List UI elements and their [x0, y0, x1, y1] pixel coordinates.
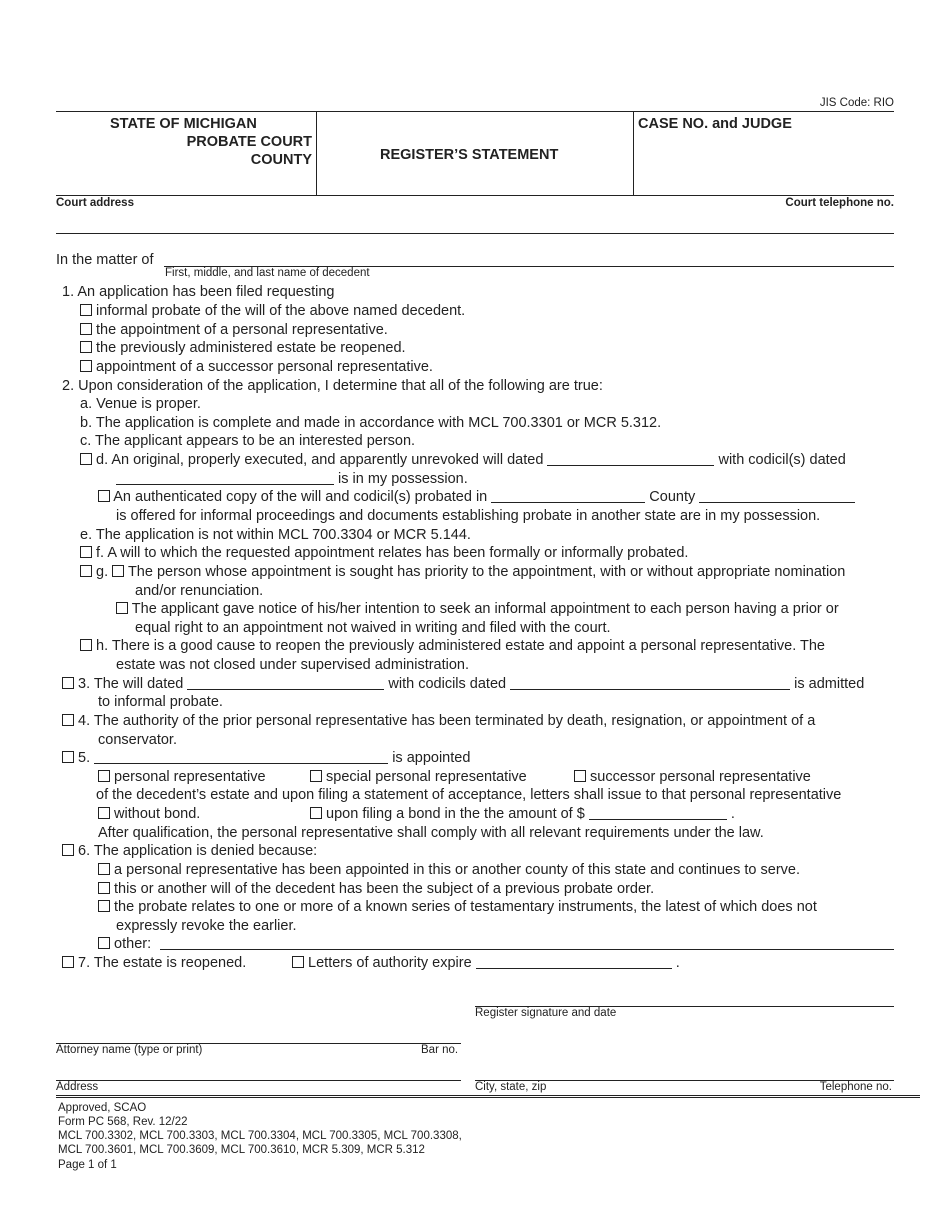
s3-admitted-label: is admitted	[794, 676, 865, 692]
address-label: Address	[56, 1081, 99, 1093]
s7-reopened	[62, 954, 246, 972]
s5-opt-spr[interactable]	[310, 768, 527, 786]
s6-a-text: a personal representative has been appointed in this or another county of this state and continues to serve.	[114, 862, 800, 878]
checkbox[interactable]	[80, 360, 92, 372]
s2-f-text: f. A will to which the requested appointment relates has been formally or informally probated.	[96, 545, 689, 561]
checkbox[interactable]	[80, 639, 92, 651]
s2-g1-text: The person whose appointment is sought has priority to the appointment, with or without appropriate nomination	[127, 564, 846, 580]
s3-codicils-label: with codicils dated	[388, 676, 507, 692]
s2-g-line1	[80, 563, 845, 581]
footer-rule-1	[56, 1095, 920, 1096]
header-bottom-rule	[56, 195, 894, 196]
s2-h-text: h. There is a good cause to reopen the previously administered estate and appoint a personal representative. The	[96, 638, 825, 654]
references-line1: MCL 700.3302, MCL 700.3303, MCL 700.3304, MCL 700.3305, MCL 700.3308,	[58, 1130, 462, 1142]
s5-opt-pr-text: personal representative	[114, 769, 266, 785]
checkbox[interactable]	[98, 863, 110, 875]
s2-h-line2: estate was not closed under supervised administration.	[116, 657, 470, 673]
bar-no-label: Bar no.	[421, 1044, 459, 1056]
s2-g-label: g.	[96, 564, 109, 580]
s2-h-line1	[80, 637, 825, 655]
header-top-rule	[56, 111, 894, 112]
page-title: REGISTER’S STATEMENT	[380, 147, 559, 163]
checkbox[interactable]	[62, 844, 74, 856]
s6-c-text: the probate relates to one or more of a known series of testamentary instruments, the latest of which does not	[114, 899, 817, 915]
s2-g1-line2: and/or renunciation.	[135, 583, 264, 599]
s5-with-bond-text: upon filing a bond in the the amount of $	[326, 806, 585, 822]
s3-line2: to informal probate.	[98, 694, 223, 710]
checkbox[interactable]	[292, 956, 304, 968]
decedent-name-sublabel: First, middle, and last name of decedent	[165, 267, 370, 279]
s2-d-possession: is in my possession.	[338, 471, 468, 487]
checkbox[interactable]	[80, 565, 92, 577]
s6-lead	[62, 842, 317, 860]
s5-without-bond[interactable]	[98, 805, 200, 823]
court-label: PROBATE COURT	[186, 134, 312, 150]
court-phone-label: Court telephone no.	[785, 197, 894, 209]
s5-number: 5.	[78, 750, 91, 766]
s7-letters	[292, 954, 680, 972]
matter-label: In the matter of	[56, 252, 154, 268]
s2-lead: 2. Upon consideration of the application, I determine that all of the following are true:	[62, 378, 603, 394]
checkbox[interactable]	[310, 770, 322, 782]
s2-d-county-label: County	[649, 489, 696, 505]
s2-g2-line2: equal right to an appointment not waived in writing and filed with the court.	[135, 620, 611, 636]
s3-will-date-field[interactable]	[187, 675, 384, 690]
s6-lead-text: 6. The application is denied because:	[78, 843, 318, 859]
s2-d-codicil-label: with codicil(s) dated	[718, 452, 846, 468]
references-line2: MCL 700.3601, MCL 700.3609, MCL 700.3610, MCR 5.309, MCR 5.312	[58, 1144, 425, 1156]
s7-period: .	[675, 955, 680, 971]
state-label: STATE OF MICHIGAN	[110, 116, 257, 132]
s6-c-line2: expressly revoke the earlier.	[116, 918, 297, 934]
s5-with-bond	[310, 805, 735, 823]
s7-reopened-text: 7. The estate is reopened.	[78, 955, 247, 971]
s5-line3: of the decedent’s estate and upon filing a statement of acceptance, letters shall issue to that personal representative	[96, 787, 842, 803]
county-label: COUNTY	[250, 152, 312, 168]
checkbox[interactable]	[112, 565, 124, 577]
court-address-rule	[56, 233, 894, 234]
s2-f[interactable]	[80, 544, 688, 562]
s2-d-line1	[80, 451, 846, 469]
city-label: City, state, zip	[475, 1081, 547, 1093]
s1-option-a[interactable]	[80, 302, 465, 320]
checkbox[interactable]	[116, 602, 128, 614]
s5-opt-succ-text: successor personal representative	[590, 769, 811, 785]
s5-appointed-label: is appointed	[392, 750, 471, 766]
footer-rule-2	[56, 1097, 920, 1098]
s1-option-d-text: appointment of a successor personal representative.	[96, 359, 433, 375]
telephone-label: Telephone no.	[819, 1081, 892, 1093]
checkbox[interactable]	[62, 956, 74, 968]
checkbox[interactable]	[80, 341, 92, 353]
s1-option-a-text: informal probate of the will of the above named decedent.	[96, 303, 466, 319]
s2-d-text: d. An original, properly executed, and apparently unrevoked will dated	[96, 452, 544, 468]
s1-option-c-text: the previously administered estate be reopened.	[96, 340, 406, 356]
s2-d-line4: is offered for informal proceedings and documents establishing probate in another state are in my possession.	[116, 508, 821, 524]
s3-line1	[62, 675, 864, 693]
checkbox[interactable]	[98, 490, 110, 502]
bond-amount-field[interactable]	[589, 805, 727, 820]
s1-option-c[interactable]	[80, 339, 406, 357]
checkbox[interactable]	[98, 937, 110, 949]
s7-letters-text: Letters of authority expire	[308, 955, 472, 971]
checkbox[interactable]	[98, 807, 110, 819]
s5-without-bond-text: without bond.	[114, 806, 201, 822]
s2-b: b. The application is complete and made in accordance with MCL 700.3301 or MCR 5.312.	[80, 415, 662, 431]
form-number: Form PC 568, Rev. 12/22	[58, 1116, 188, 1128]
checkbox[interactable]	[98, 882, 110, 894]
s6-b-text: this or another will of the decedent has been the subject of a previous probate order.	[114, 881, 655, 897]
attorney-name-label: Attorney name (type or print)	[56, 1044, 203, 1056]
s6-b[interactable]	[98, 880, 654, 898]
s1-option-d[interactable]	[80, 358, 433, 376]
checkbox[interactable]	[80, 323, 92, 335]
s5-after: After qualification, the personal representative shall comply with all relevant requirements under the law.	[98, 825, 764, 841]
jis-code: JIS Code: RIO	[819, 97, 894, 109]
checkbox[interactable]	[80, 304, 92, 316]
other-reason-field[interactable]	[160, 949, 894, 950]
court-address-label: Court address	[56, 197, 134, 209]
checkbox[interactable]	[62, 714, 74, 726]
s5-opt-spr-text: special personal representative	[326, 769, 527, 785]
checkbox[interactable]	[98, 900, 110, 912]
register-signature-label: Register signature and date	[475, 1007, 617, 1019]
checkbox[interactable]	[80, 546, 92, 558]
appointee-name-field[interactable]	[94, 749, 388, 764]
s6-other	[98, 935, 151, 953]
address-field[interactable]	[56, 1080, 461, 1081]
s6-other-label: other:	[114, 936, 152, 952]
checkbox[interactable]	[62, 677, 74, 689]
s5-opt-pr[interactable]	[98, 768, 266, 786]
s2-d-auth-line	[98, 488, 855, 506]
s1-lead: 1. An application has been filed requesting	[62, 284, 335, 300]
s2-a: a. Venue is proper.	[80, 396, 201, 412]
will-date-field[interactable]	[547, 451, 714, 466]
s2-d-line2	[116, 470, 468, 488]
s1-option-b-text: the appointment of a personal representative.	[96, 322, 388, 338]
page-number: Page 1 of 1	[58, 1159, 117, 1171]
s4-line1	[62, 712, 815, 730]
s2-d-auth-text: An authenticated copy of the will and codicil(s) probated in	[113, 489, 488, 505]
s6-c[interactable]	[98, 898, 817, 916]
checkbox[interactable]	[310, 807, 322, 819]
s2-g2-line1	[116, 600, 839, 618]
s2-c: c. The applicant appears to be an interested person.	[80, 433, 416, 449]
approved-label: Approved, SCAO	[58, 1102, 147, 1114]
s5-period: .	[730, 806, 735, 822]
codicil-date-field[interactable]	[116, 470, 334, 485]
s3-will-label: 3. The will dated	[78, 676, 184, 692]
county-field[interactable]	[699, 488, 855, 503]
case-number-label: CASE NO. and JUDGE	[638, 116, 792, 132]
header-divider-right	[633, 111, 634, 196]
probated-in-field[interactable]	[491, 488, 645, 503]
header-divider-left	[316, 111, 317, 196]
s2-e: e. The application is not within MCL 700.3304 or MCR 5.144.	[80, 527, 471, 543]
checkbox[interactable]	[62, 751, 74, 763]
s5-line1	[62, 749, 470, 767]
s5-opt-succ[interactable]	[574, 768, 811, 786]
s6-a[interactable]	[98, 861, 800, 879]
s2-g2-text: The applicant gave notice of his/her intention to seek an informal appointment to each person having a prior or	[131, 601, 839, 617]
checkbox[interactable]	[98, 770, 110, 782]
checkbox[interactable]	[80, 453, 92, 465]
letters-expire-field[interactable]	[476, 954, 672, 969]
s4-line2: conservator.	[98, 732, 177, 748]
s1-option-b[interactable]	[80, 321, 388, 339]
s3-codicils-date-field[interactable]	[510, 675, 790, 690]
checkbox[interactable]	[574, 770, 586, 782]
s4-text: 4. The authority of the prior personal representative has been terminated by death, resignation, or appointment of a	[78, 713, 816, 729]
